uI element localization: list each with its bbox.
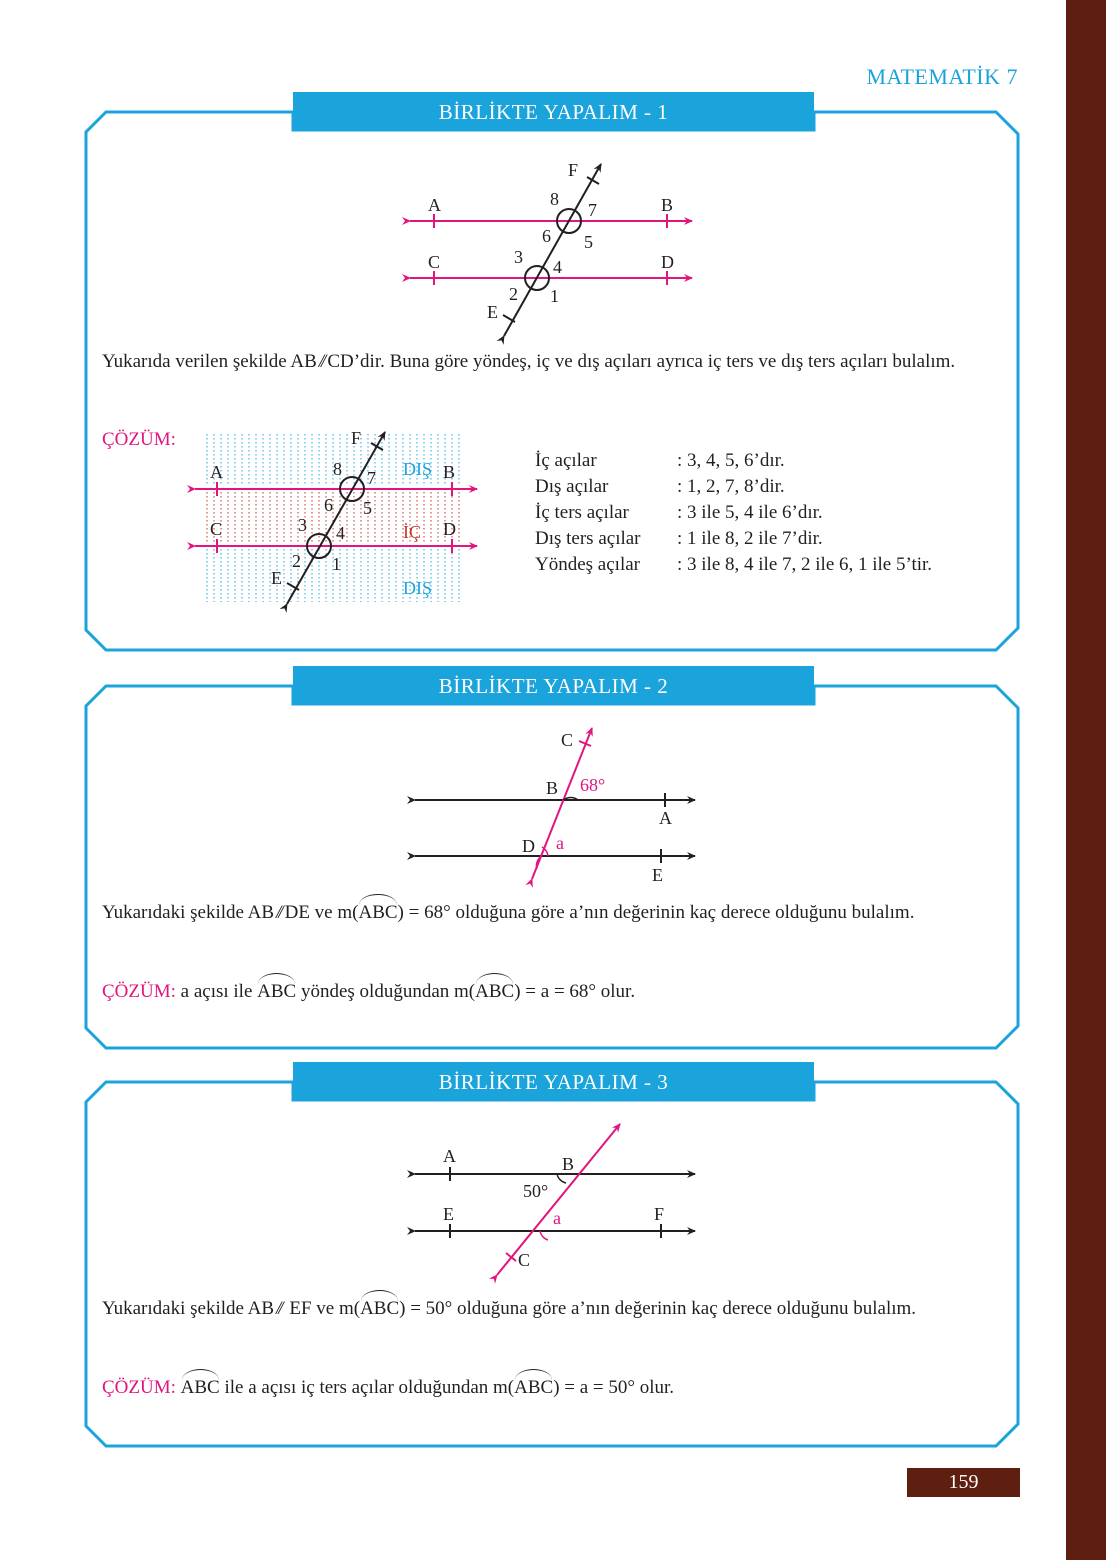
angle-1: 1	[550, 286, 559, 306]
s3-label-c: C	[518, 1250, 531, 1270]
s2-label-d: D	[522, 836, 535, 856]
section2-figure	[0, 700, 1106, 900]
angle-4: 4	[553, 257, 562, 277]
s2-label-e: E	[652, 865, 663, 885]
section1-tab: BİRLİKTE YAPALIM - 1	[293, 92, 814, 130]
sol-label-f: F	[351, 428, 362, 448]
line-cd	[410, 271, 692, 285]
section3-question: Yukarıdaki şekilde AB // EF ve m(ABC) = 50° olduğuna göre a’nın değerinin kaç derece olduğunu bulalım.	[102, 1295, 1004, 1322]
sol-angle-7: 7	[367, 468, 376, 488]
s3-label-b: B	[562, 1154, 575, 1174]
s2-label-b: B	[546, 778, 559, 798]
sol-angle-6: 6	[324, 495, 333, 515]
sol-label-e: E	[271, 568, 282, 588]
label-b: B	[661, 195, 674, 215]
line-ab	[410, 214, 692, 228]
label-e: E	[487, 302, 498, 322]
angle-arc-50	[557, 1174, 566, 1183]
line-ab	[415, 1167, 695, 1181]
page-number: 159	[907, 1468, 1020, 1497]
sol-label-a: A	[210, 462, 223, 482]
s2-angle-a: a	[556, 833, 564, 853]
s3-label-e: E	[443, 1204, 454, 1224]
angle-arc-a	[540, 1231, 548, 1240]
transversal-bc	[497, 1124, 620, 1275]
sol-label-c: C	[210, 519, 223, 539]
table-row: İç ters açılar : 3 ile 5, 4 ile 6’dır.	[535, 502, 823, 523]
sol-angle-5: 5	[363, 498, 372, 518]
s3-angle-50: 50°	[523, 1181, 549, 1201]
region-outer-bottom: DIŞ	[403, 578, 433, 598]
angle-7: 7	[588, 200, 597, 220]
label-a: A	[428, 195, 441, 215]
solution-line-ab	[195, 482, 477, 496]
section2-solution: ÇÖZÜM: a açısı ile ABC yöndeş olduğundan m(ABC) = a = 68° olur.	[102, 978, 635, 1005]
sol-angle-3: 3	[298, 515, 307, 535]
s2-angle-68: 68°	[580, 775, 606, 795]
section1-solution-label: ÇÖZÜM:	[102, 429, 176, 450]
table-row: Dış açılar : 1, 2, 7, 8’dir.	[535, 476, 785, 497]
section2-tab: BİRLİKTE YAPALIM - 2	[293, 666, 814, 704]
region-inner: İÇ	[403, 522, 421, 542]
angle-8: 8	[550, 189, 559, 209]
sol-angle-8: 8	[333, 459, 342, 479]
label-d: D	[661, 252, 674, 272]
sol-angle-2: 2	[292, 551, 301, 571]
region-outer-top: DIŞ	[403, 459, 433, 479]
section3-tab: BİRLİKTE YAPALIM - 3	[293, 1062, 814, 1100]
sol-label-b: B	[443, 462, 456, 482]
line-de	[415, 849, 695, 863]
section2-question: Yukarıdaki şekilde AB // DE ve m(ABC) = 68° olduğuna göre a’nın değerinin kaç derece olduğunu bulalım.	[102, 899, 1004, 926]
s3-angle-a: a	[553, 1208, 561, 1228]
s3-label-f: F	[654, 1204, 665, 1224]
s3-label-a: A	[443, 1146, 456, 1166]
angle-6: 6	[542, 226, 551, 246]
section3-solution: ÇÖZÜM: ABC ile a açısı iç ters açılar olduğundan m(ABC) = a = 50° olur.	[102, 1374, 674, 1401]
label-c: C	[428, 252, 441, 272]
sol-angle-4: 4	[336, 523, 345, 543]
section3-figure	[0, 1110, 1106, 1290]
section1-question: Yukarıda verilen şekilde AB // CD’dir. Buna göre yöndeş, iç ve dış açıları ayrıca iç ters ve dış ters açıları bulalım.	[102, 351, 956, 372]
book-title: MATEMATİK 7	[866, 64, 1018, 89]
angle-2: 2	[509, 284, 518, 304]
label-f: F	[568, 160, 579, 180]
sol-label-d: D	[443, 519, 456, 539]
sol-angle-1: 1	[332, 554, 341, 574]
s2-label-c: C	[561, 730, 574, 750]
table-row: Yöndeş açılar : 3 ile 8, 4 ile 7, 2 ile 6, 1 ile 5’tir.	[535, 554, 933, 575]
s2-label-a: A	[659, 808, 672, 828]
table-row: İç açılar : 3, 4, 5, 6’dır.	[535, 450, 785, 471]
angle-classification-table	[535, 448, 932, 578]
angle-3: 3	[514, 247, 523, 267]
table-row: Dış ters açılar : 1 ile 8, 2 ile 7’dir.	[535, 528, 823, 549]
angle-5: 5	[584, 232, 593, 252]
